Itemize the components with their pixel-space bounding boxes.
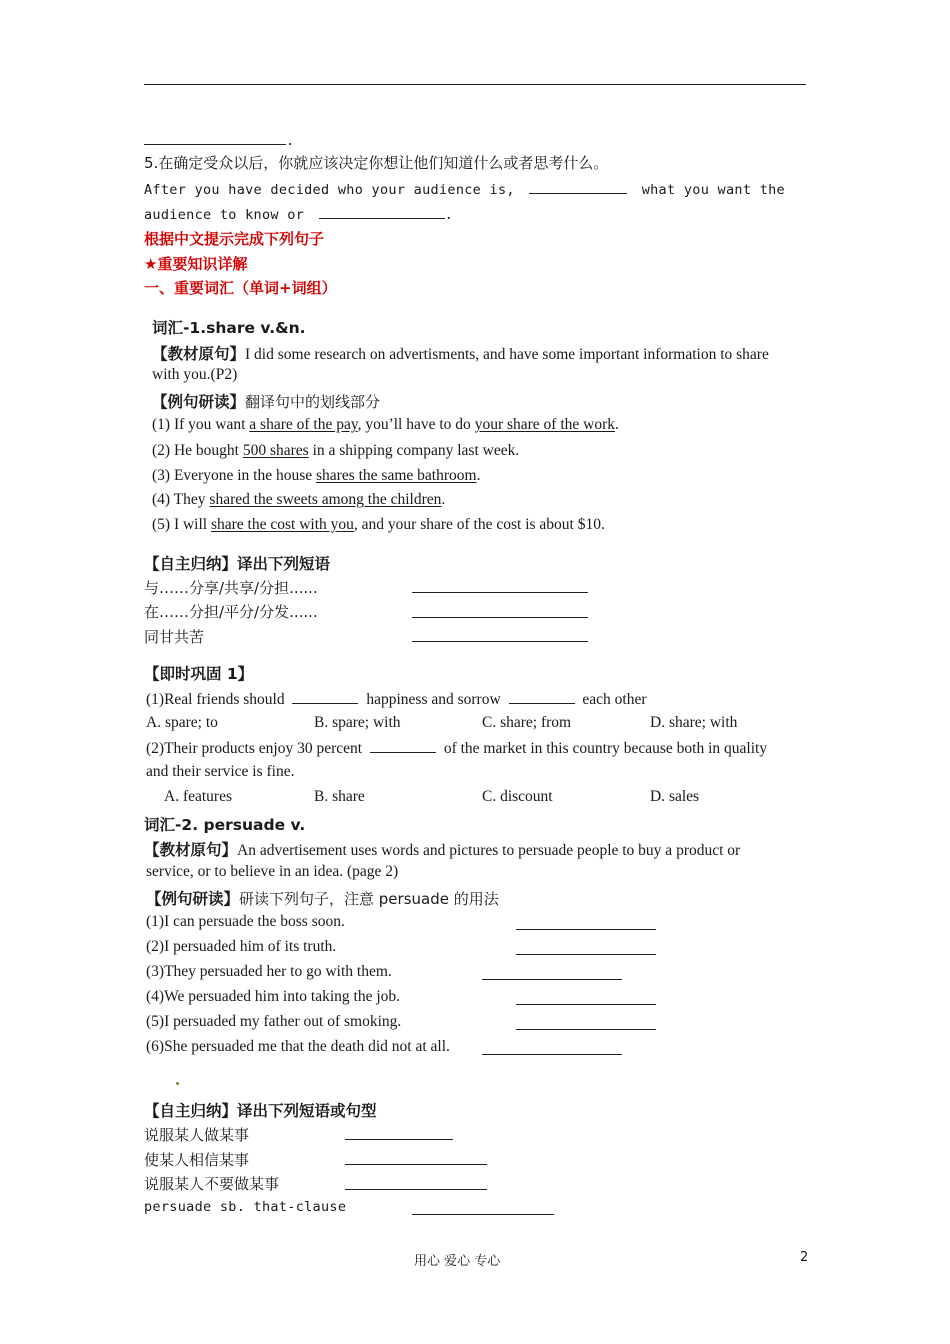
prev-answer-blank: .	[144, 130, 294, 149]
vocab2-study-heading: 【例句研读】研读下列句子，注意 persuade 的用法	[146, 890, 499, 908]
quiz1-title: 【即时巩固 1】	[144, 665, 254, 683]
vocab2-summary-heading: 【自主归纳】译出下列短语或句型	[144, 1102, 377, 1120]
q5-english-line1: After you have decided who your audience is, what you want the	[144, 179, 785, 198]
vocab1-example-3: (3) Everyone in the house shares the same bathroom.	[152, 467, 481, 484]
vocab2-example-4-blank[interactable]	[516, 1004, 656, 1005]
vocab2-example-4: (4)We persuaded him into taking the job.	[146, 988, 401, 1005]
vocab2-example-6: (6)She persuaded me that the death did not at all.	[146, 1038, 450, 1055]
quiz1-q1-blank-2[interactable]	[509, 689, 575, 704]
vocab1-source-line1: 【教材原句】I did some research on advertisments, and have some important information to share	[152, 345, 769, 363]
vocab2-example-3-blank[interactable]	[482, 979, 622, 980]
vocab1-phrase-3-blank[interactable]	[412, 641, 588, 642]
vocab2-phrase-3: 说服某人不要做某事	[144, 1175, 280, 1193]
vocab2-example-2-blank[interactable]	[516, 954, 656, 955]
vocab2-example-1-blank[interactable]	[516, 929, 656, 930]
vocab2-phrase-4: persuade sb. that-clause	[144, 1199, 347, 1215]
vocab1-source-line2: with you.(P2)	[152, 366, 238, 383]
quiz1-question-2: (2)Their products enjoy 30 percent of the market in this country because both in quality	[146, 740, 768, 757]
vocab-section-heading: 一、重要词汇（单词+词组）	[144, 279, 337, 297]
vocab2-source-line2: service, or to believe in an idea. (page 2)	[146, 863, 399, 880]
quiz1-q1-option-c[interactable]: C. share; from	[482, 714, 572, 731]
q5-blank-1[interactable]	[529, 179, 627, 194]
quiz1-q1-blank-1[interactable]	[292, 689, 358, 704]
vocab2-phrase-2-blank[interactable]	[345, 1164, 487, 1165]
vocab2-example-1: (1)I can persuade the boss soon.	[146, 913, 345, 930]
vocab2-phrase-1: 说服某人做某事	[144, 1126, 250, 1144]
quiz1-q2-option-a[interactable]: A. features	[164, 788, 232, 805]
vocab1-example-5: (5) I will share the cost with you, and your share of the cost is about $10.	[152, 516, 605, 533]
vocab2-source-line1: 【教材原句】An advertisement uses words and pictures to persuade people to buy a product or	[144, 841, 741, 859]
quiz1-q1-option-a[interactable]: A. spare; to	[146, 714, 218, 731]
vocab2-phrase-4-blank[interactable]	[412, 1214, 554, 1215]
vocab1-phrase-2: 在……分担/平分/分发......	[144, 603, 318, 621]
vocab2-example-6-blank[interactable]	[482, 1054, 622, 1055]
vocab2-example-2: (2)I persuaded him of its truth.	[146, 938, 337, 955]
vocab2-phrase-3-blank[interactable]	[345, 1189, 487, 1190]
q5-english-line2: audience to know or .	[144, 204, 453, 223]
vocab1-phrase-2-blank[interactable]	[412, 617, 588, 618]
quiz1-q1-option-d[interactable]: D. share; with	[650, 714, 738, 731]
instruction-heading: 根据中文提示完成下列句子	[144, 230, 325, 248]
knowledge-heading: ★重要知识详解	[144, 255, 248, 273]
vocab1-phrase-1-blank[interactable]	[412, 592, 588, 593]
vocab1-example-4: (4) They shared the sweets among the children.	[152, 491, 446, 508]
quiz1-q1-option-b[interactable]: B. spare; with	[314, 714, 401, 731]
vocab2-title: 词汇-2. persuade v.	[144, 816, 306, 834]
vocab1-summary-heading: 【自主归纳】译出下列短语	[144, 555, 331, 573]
quiz1-q2-option-b[interactable]: B. share	[314, 788, 365, 805]
vocab1-phrase-1: 与……分享/共享/分担......	[144, 579, 318, 597]
vocab2-example-5: (5)I persuaded my father out of smoking.	[146, 1013, 402, 1030]
quiz1-question-2-cont: and their service is fine.	[146, 763, 295, 780]
q5-chinese: 5.在确定受众以后，你就应该决定你想让他们知道什么或者思考什么。	[144, 154, 609, 172]
vocab2-example-5-blank[interactable]	[516, 1029, 656, 1030]
vocab2-example-3: (3)They persuaded her to go with them.	[146, 963, 392, 980]
vocab2-phrase-2: 使某人相信某事	[144, 1151, 250, 1169]
quiz1-question-1: (1)Real friends should happiness and sorrow each other	[146, 691, 647, 708]
vocab2-phrase-1-blank[interactable]	[345, 1139, 453, 1140]
vocab1-example-2: (2) He bought 500 shares in a shipping company last week.	[152, 442, 520, 459]
q5-blank-2[interactable]	[319, 204, 445, 219]
vocab1-phrase-3: 同甘共苦	[144, 628, 205, 646]
header-rule	[144, 84, 806, 85]
quiz1-q2-blank[interactable]	[370, 738, 436, 753]
quiz1-q2-option-d[interactable]: D. sales	[650, 788, 700, 805]
vocab1-example-1: (1) If you want a share of the pay, you’ll have to do your share of the work.	[152, 416, 619, 433]
vocab1-title: 词汇-1.share v.&n.	[152, 319, 306, 337]
page-number: 2	[800, 1250, 809, 1265]
stray-dot	[176, 1082, 179, 1085]
quiz1-q2-option-c[interactable]: C. discount	[482, 788, 553, 805]
vocab1-study-heading: 【例句研读】翻译句中的划线部分	[152, 393, 381, 411]
footer-motto: 用心 爱心 专心	[414, 1254, 501, 1269]
